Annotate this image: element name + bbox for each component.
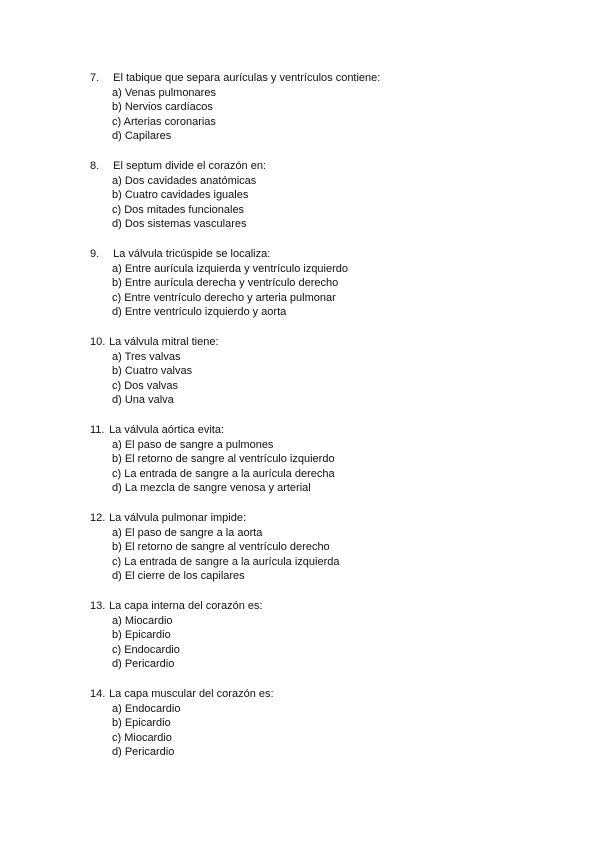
question-text: La válvula aórtica evita: xyxy=(109,424,225,436)
answer-option: c) Miocardio xyxy=(112,731,172,744)
answer-option: a) El paso de sangre a la aorta xyxy=(112,526,263,539)
question-stem xyxy=(90,247,530,262)
answer-option: d) Dos sistemas vasculares xyxy=(112,218,247,231)
answer-option: b) Nervios cardíacos xyxy=(112,101,213,114)
question-13 xyxy=(90,599,530,672)
answer-option: a) Entre aurícula izquierda y ventrículo izquierdo xyxy=(112,262,349,275)
answer-option: b) El retorno de sangre al ventrículo derecho xyxy=(112,541,330,554)
answer-option: c) Arterias coronarias xyxy=(112,115,216,128)
answer-option: b) El retorno de sangre al ventrículo izquierdo xyxy=(112,453,335,466)
question-number: 12. xyxy=(90,512,106,524)
question-text: El tabique que separa aurículas y ventrículos contiene: xyxy=(113,72,381,84)
question-8 xyxy=(90,159,530,232)
question-11 xyxy=(90,423,530,496)
answer-option: d) La mezcla de sangre venosa y arterial xyxy=(112,482,311,495)
answer-option: b) Cuatro valvas xyxy=(112,365,193,378)
answer-option: b) Entre aurícula derecha y ventrículo derecho xyxy=(112,277,339,290)
question-stem xyxy=(90,335,530,350)
answer-option: b) Epicardio xyxy=(112,717,171,730)
answer-option: c) La entrada de sangre a la aurícula derecha xyxy=(112,467,335,480)
question-number: 13. xyxy=(90,600,106,612)
answer-option: a) Miocardio xyxy=(112,614,173,627)
answer-option: d) El cierre de los capilares xyxy=(112,570,245,583)
question-9 xyxy=(90,247,530,320)
question-stem xyxy=(90,159,530,174)
answer-option: d) Entre ventrículo izquierdo y aorta xyxy=(112,306,287,319)
answer-option: a) Tres valvas xyxy=(112,350,181,363)
answer-option: a) Venas pulmonares xyxy=(112,86,216,99)
question-text: La válvula mitral tiene: xyxy=(109,336,219,348)
answer-option: d) Pericardio xyxy=(112,658,175,671)
answer-option: c) Entre ventrículo derecho y arteria pulmonar xyxy=(112,291,336,304)
answer-option: c) Endocardio xyxy=(112,643,180,656)
answer-option: d) Una valva xyxy=(112,394,174,407)
answer-option: d) Pericardio xyxy=(112,746,175,759)
question-stem xyxy=(90,599,530,614)
question-10 xyxy=(90,335,530,408)
answer-option: a) Dos cavidades anatómicas xyxy=(112,174,257,187)
question-stem xyxy=(90,687,530,702)
question-12 xyxy=(90,511,530,584)
question-text: La capa interna del corazón es: xyxy=(109,600,263,612)
question-number: 14. xyxy=(90,688,106,700)
question-14 xyxy=(90,687,530,760)
answer-option: d) Capilares xyxy=(112,130,172,143)
question-text: La válvula pulmonar impide: xyxy=(109,512,247,524)
question-stem xyxy=(90,423,530,438)
question-number: 7. xyxy=(90,72,100,84)
question-number: 8. xyxy=(90,160,100,172)
question-text: La capa muscular del corazón es: xyxy=(109,688,274,700)
question-text: La válvula tricúspide se localiza: xyxy=(113,248,271,260)
question-stem xyxy=(90,71,530,86)
question-number: 9. xyxy=(90,248,100,260)
question-stem xyxy=(90,511,530,526)
answer-option: a) Endocardio xyxy=(112,702,181,715)
question-number: 10. xyxy=(90,336,106,348)
question-7 xyxy=(90,71,530,144)
answer-option: c) Dos mitades funcionales xyxy=(112,203,245,216)
question-number: 11. xyxy=(90,424,105,436)
answer-option: c) Dos valvas xyxy=(112,379,179,392)
answer-option: b) Epicardio xyxy=(112,629,171,642)
answer-option: c) La entrada de sangre a la aurícula izquierda xyxy=(112,555,340,568)
question-text: El septum divide el corazón en: xyxy=(113,160,266,172)
answer-option: b) Cuatro cavidades iguales xyxy=(112,189,249,202)
answer-option: a) El paso de sangre a pulmones xyxy=(112,438,274,451)
